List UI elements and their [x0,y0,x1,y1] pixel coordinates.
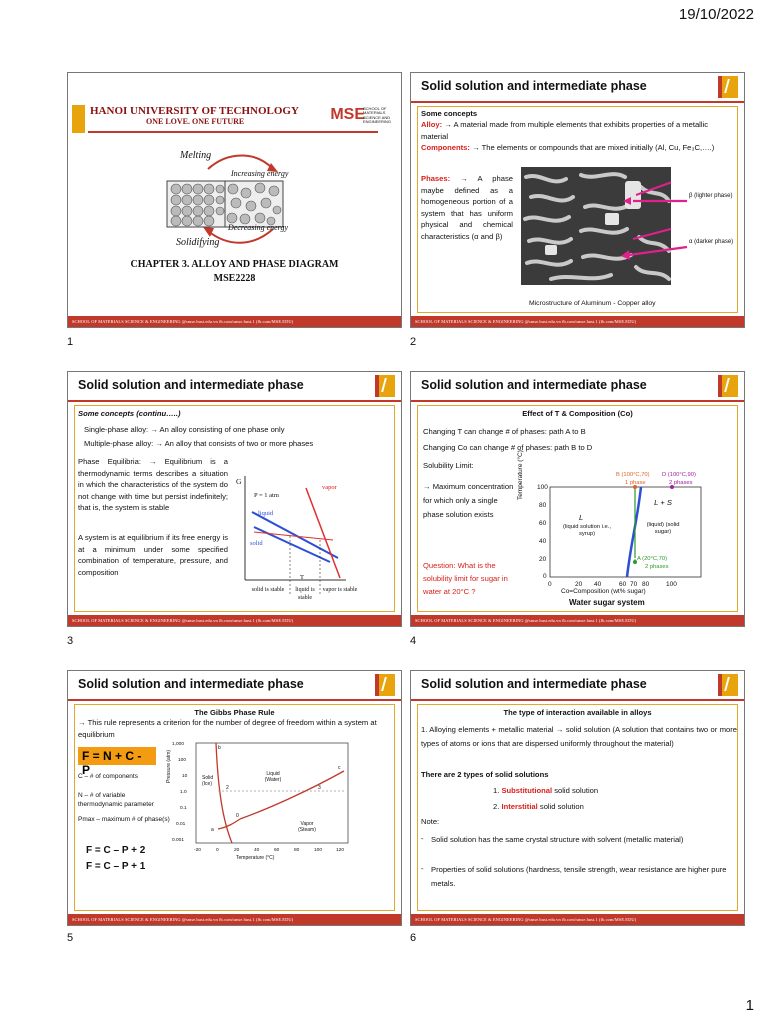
slide-title: Solid solution and intermediate phase [421,677,647,691]
effect-heading: Effect of T & Composition (Co) [522,409,633,418]
some-concepts-heading: Some concepts (continu…..) [78,409,181,418]
path-b-d: Changing Co can change # of phases: path B to D [423,443,593,452]
microstructure-caption: Microstructure of Aluminum - Copper alloy [529,300,656,307]
point-2: 2 [226,785,229,791]
point-b-label: B (100°C,70) [616,472,650,478]
phases-definition: → A phase maybe defined as a homogeneous portion of a system that has uniform physical and chemical characteristics (α and β) [421,174,513,241]
y-tick-0001: 0.001 [172,838,185,843]
solid-curve-label: solid [250,540,263,547]
slide-footer: SCHOOL OF MATERIALS SCIENCE & ENGINEERING @smse.hust.edu.vn fb.com/smse.hust.1 (fb.com/MSE.EDU) [411,316,744,327]
x-tick-60: 60 [619,581,627,588]
slide-footer: SCHOOL OF MATERIALS SCIENCE & ENGINEERING @smse.hust.edu.vn fb.com/smse.hust.1 (fb.com/MSE.EDU) [68,316,401,327]
substitutional-label: Substitutional [501,786,553,795]
x-tick-0: 0 [216,848,219,853]
diagram-x-label: Temperature (°C) [236,855,275,861]
slide-footer: SCHOOL OF MATERIALS SCIENCE & ENGINEERING @smse.hust.edu.vn fb.com/smse.hust.1 (fb.com/MSE.EDU) [411,914,744,925]
liquid-region-label: Liquid (Water) [264,771,282,783]
multiple-phase-alloy: Multiple-phase alloy: → An alloy that consists of two or more phases [84,439,314,448]
header-divider [411,101,744,103]
path-a-b: Changing T can change # of phases: path A to B [423,427,586,436]
y-axis-label: Temperature (°C) [517,450,524,500]
single-phase-alloy: Single-phase alloy: → An alloy consisting of one phase only [84,425,285,434]
y-tick-01: 0.1 [180,806,187,811]
type-2-rest: solid solution [539,802,584,811]
y-tick-40: 40 [539,538,547,545]
slide-title: Solid solution and intermediate phase [421,79,647,93]
melting-solidifying-illustration [68,73,402,328]
plot-title: Water sugar system [569,598,645,607]
formula-2: F = C – P + 1 [86,861,146,872]
slide-number: 3 [67,635,74,647]
solubility-limit-label: Solubility Limit: [423,461,474,470]
ls-region-label: L + S [654,498,672,507]
y-tick-1000: 1,000 [172,742,185,747]
point-b-phase: 1 phase [625,480,646,486]
vapor-curve-label: vapor [322,484,337,491]
increasing-energy-label: Increasing energy [231,169,289,178]
alpha-phase-label: α (darker phase) [689,239,734,245]
components-label: Components: [421,143,470,152]
solidifying-label: Solidifying [176,237,220,248]
point-3: 3 [318,785,321,791]
microstructure-image [521,167,671,285]
solid-stable-zone: solid is stable [251,587,285,593]
slide-number: 6 [410,932,417,944]
pressure-label: P = 1 atm [254,492,279,499]
solid-solution-definition: 1. Alloying elements + metallic material → solid solution (A solution that contains two or more types of atoms or ions that are dispersed uniformly throughout the material) [421,725,737,748]
gibbs-formula: F = N + C - P [78,747,156,765]
n-definition: N – # of variable thermodynamic parameter [78,792,154,808]
vapor-stable-zone: vapor is stable [322,587,358,593]
l-region-desc: (liquid solution i.e., syrup) [562,524,611,537]
phases-label: Phases: [421,174,451,183]
x-tick-80: 80 [642,581,650,588]
page-date: 19/10/2022 [678,6,754,23]
water-phase-diagram [68,671,402,926]
t-axis-label: T [300,574,304,581]
interaction-heading: The type of interaction available in alloys [503,708,652,717]
slide-footer: SCHOOL OF MATERIALS SCIENCE & ENGINEERING @smse.hust.edu.vn fb.com/smse.hust.1 (fb.com/MSE.EDU) [411,615,744,626]
slide-1[interactable] [67,72,402,328]
point-a-label: A (20°C,70) [637,556,668,562]
p-definition: Pmax – maximum # of phase(s) [78,816,170,823]
y-tick-80: 80 [539,502,547,509]
x-tick-20: 20 [575,581,583,588]
type-2-number: 2. [493,802,500,811]
formula-1: F = C – P + 2 [86,845,146,856]
slide-header [411,671,744,699]
beta-phase-label: β (lighter phase) [689,193,733,199]
slide-header [411,73,744,101]
university-motto: ONE LOVE. ONE FUTURE [146,117,245,126]
decreasing-energy-label: Decreasing energy [228,223,289,232]
slide-number: 2 [410,336,417,348]
mse-logo: MSE [330,106,365,123]
y-tick-1: 1.0 [180,790,187,795]
hust-logo-icon [718,76,738,98]
mse-logo-subtitle: SCHOOL OF MATERIALS SCIENCE AND ENGINEERING [363,106,392,125]
y-tick-100: 100 [178,758,187,763]
university-name: HANOI UNIVERSITY OF TECHNOLOGY [90,105,299,117]
x-tick-100: 100 [314,848,323,853]
point-c: c [338,765,341,771]
slide-4[interactable] [410,371,745,627]
gibbs-heading: The Gibbs Phase Rule [194,708,275,717]
slide-title: Solid solution and intermediate phase [78,677,304,691]
header-divider [411,699,744,701]
point-a: a [211,827,214,833]
slide-footer: SCHOOL OF MATERIALS SCIENCE & ENGINEERING @smse.hust.edu.vn fb.com/smse.hust.1 (fb.com/MSE.EDU) [68,615,401,626]
type-1-number: 1. [493,786,500,795]
slide-title: Solid solution and intermediate phase [421,378,647,392]
note-2: Properties of solid solutions (hardness, tensile strength, wear resistance are higher pure metals. [431,865,727,888]
alloy-definition: → A material made from multiple elements that exhibits properties of a metallic material [421,120,709,141]
point-a-phase: 2 phases [645,564,669,570]
hust-logo-icon [718,674,738,696]
x-tick-40: 40 [594,581,602,588]
point-o: 0 [236,813,239,819]
interstitial-label: Interstitial [501,802,538,811]
slide-footer: SCHOOL OF MATERIALS SCIENCE & ENGINEERING @smse.hust.edu.vn fb.com/smse.hust.1 (fb.com/MSE.EDU) [68,914,401,925]
y-tick-20: 20 [539,556,547,563]
components-definition: → The elements or compounds that are mixed initially (Al, Cu, Fe₃C,….) [472,143,715,152]
slide-number: 1 [67,336,74,348]
slide-6[interactable]: Solid solution and intermediate phase The type of interaction available in alloys 1. Alloying elements + metallic material → solid solution (A solution that contains two or more types of atoms or ions that are dispersed uniformly throughout the material) There are 2 types of solid solutions 1. Substitutional solid solution 2. Interstitial solid solution Note: - Solid solution has the same crystal structure with solvent (metallic material) - Properties of solid solutions (hardness, tensile strength, wear resistance are higher pure metals. SCHOOL OF MATERIALS SCIENCE & ENGINEERING @smse.hust.edu.vn fb.com/smse.hust.1 (fb.com/MSE.EDU) [410,670,745,926]
page-number: 1 [745,997,754,1014]
x-tick-120: 120 [336,848,345,853]
type-1-rest: solid solution [554,786,599,795]
course-code: MSE2228 [213,273,256,284]
alloy-label: Alloy: [421,120,443,129]
x-tick-70: 70 [630,581,638,588]
liquid-stable-zone: liquid is stable [295,587,315,601]
x-tick-100: 100 [666,581,677,588]
point-b: b [218,745,221,751]
diagram-y-label: Pressure (atm) [166,749,172,783]
solubility-question: Question: What is the solubility limit for sugar in water at 20°C ? [423,561,508,596]
c-definition: C – # of components [78,773,138,780]
ls-region-desc: (liquid) (solid sugar) [646,522,680,535]
g-axis-label: G [236,477,242,486]
slide-number: 5 [67,932,74,944]
note-1: Solid solution has the same crystal structure with solvent (metallic material) [431,835,684,844]
l-region-label: L [579,513,584,522]
slide-5[interactable] [67,670,402,926]
types-heading: There are 2 types of solid solutions [421,770,549,779]
y-tick-001: 0.01 [176,822,186,827]
x-tick-60: 60 [274,848,280,853]
solubility-definition: → Maximum concentration for which only a single phase solution exists [423,482,514,519]
slide-2[interactable] [410,72,745,328]
x-tick-20: 20 [234,848,240,853]
x-tick-80: 80 [294,848,300,853]
y-tick-0: 0 [543,573,547,580]
x-tick-0: 0 [548,581,552,588]
melting-label: Melting [180,150,212,161]
y-tick-100: 100 [537,484,548,491]
vapor-region-label: Vapor (Steam) [298,821,316,833]
x-axis-label: Co=Composition (wt% sugar) [561,588,646,595]
chapter-title: CHAPTER 3. ALLOY AND PHASE DIAGRAM [130,259,339,270]
slide-title: Solid solution and intermediate phase [78,378,304,392]
slide-number: 4 [410,635,417,647]
x-tick-40: 40 [254,848,260,853]
point-d-label: D (100°C,90) [662,472,696,478]
gibbs-intro: → This rule represents a criterion for the number of degree of freedom within a system at equilibrium [78,718,377,739]
phase-equilibria: Phase Equilibria: → Equilibrium is a thermodynamic terms describes a situation in which the characteristics of the system do not change with time but persist indefinitely; that is, the system is stable [78,457,228,512]
y-tick-10: 10 [182,774,188,779]
x-tick-m20: -20 [194,848,201,853]
equilibrium-definition: A system is at equilibrium if its free energy is at a minimum under some specified combination of temperature, pressure, and composition [78,533,228,577]
solid-region-label: Solid (Ice) [202,775,214,787]
y-tick-60: 60 [539,520,547,527]
slide-3[interactable] [67,371,402,627]
note-label: Note: [421,817,440,826]
point-d-phase: 2 phases [669,480,693,486]
some-concepts-heading: Some concepts [421,109,478,118]
liquid-curve-label: liquid [258,510,274,517]
